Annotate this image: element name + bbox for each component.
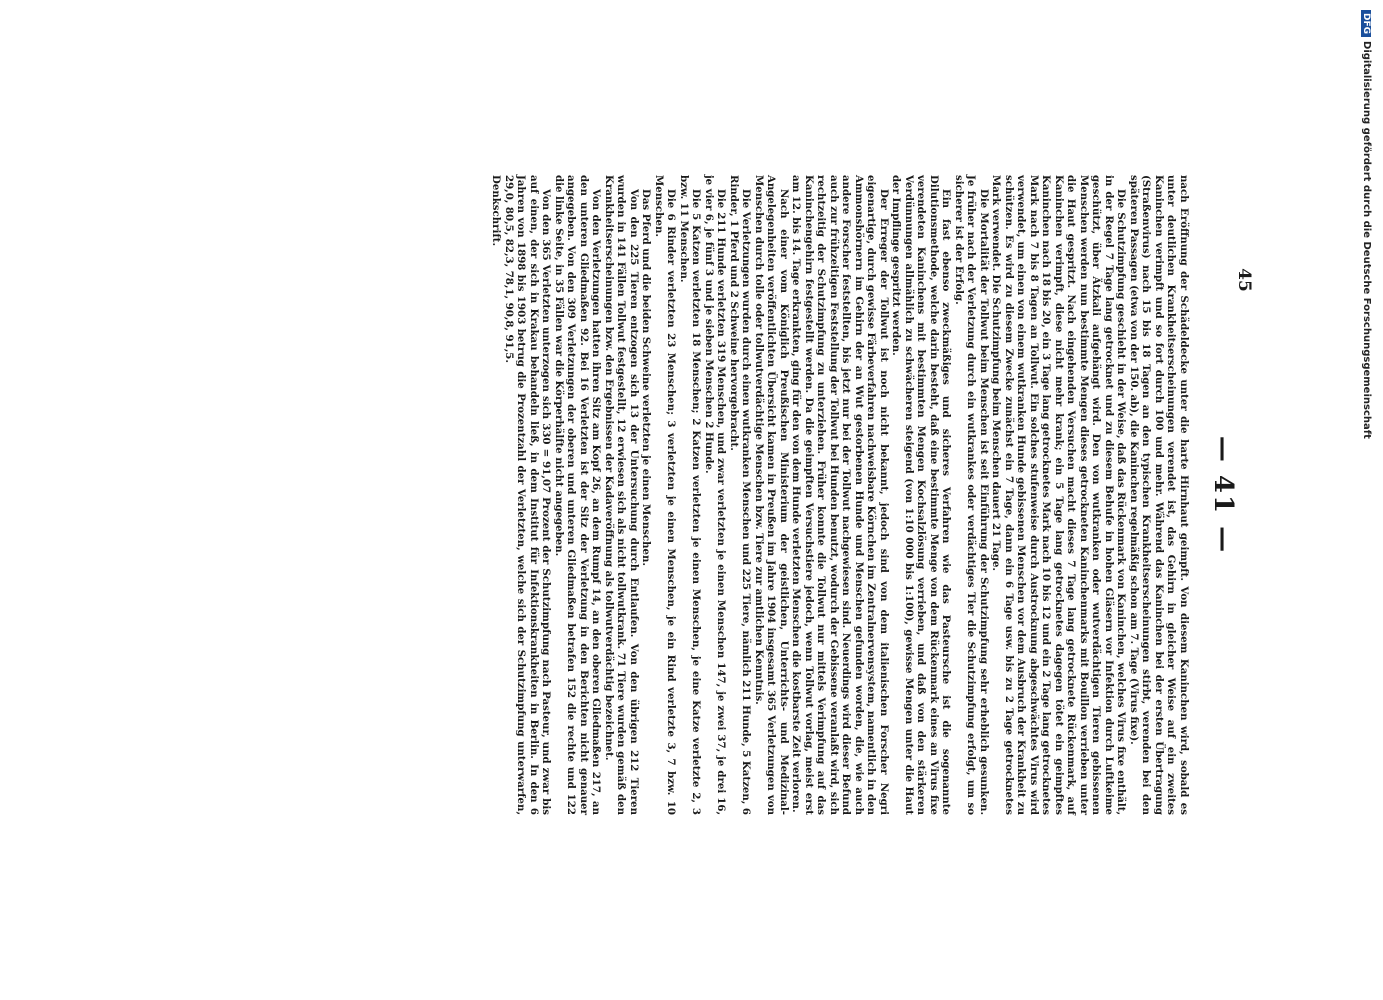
paragraph: Das Pferd und die beiden Schweine verletzten je einen Menschen. (640, 189, 653, 566)
paragraph: Die Schutzimpfung geschieht in der Weise, daß das Rückenmark von Kaninchen, welches Virus fixe enthält, in der Regel 7 Tage lang getrocknet und zu diesem Behufe in hohen Gläsern vor Infektion durch Luftkeime geschützt, über Ätzkali aufgehängt wird. Den von wutkranken oder wutverdächtigen Tieren gebissenen Menschen werden nun bestimmte Mengen dieses getrockneten Kaninchenmarks mit Bouillon verrieben unter die Haut gespritzt. Nach eingehenden Versuchen macht dieses 7 Tage lang getrocknete Rückenmark, auf Kaninchen verimpft, diese nicht mehr krank; ein 5 Tage lang getrocknetes dagegen tötet ein geimpftes Kaninchen nach 18 bis 20, ein 3 Tage lang getrocknetes Mark nach 10 bis 12 und ein 2 Tage lang getrocknetes Mark nach 7 bis 8 Tagen an Tollwut. Ein solches stufenweise durch Austrocknung abgeschwächtes Virus wird verwendet, um einen von einem wutkranken Hunde gebissenen Menschen vor dem Ausbruch der Krankheit zu schützen. Es wird zu diesem Zwecke zunächst ein 7 Tage, dann ein 6 Tage usw. bis zu 2 Tage getrocknetes Mark verwendet. Die Schutzimpfung beim Menschen dauert 21 Tage. (990, 175, 1128, 815)
paragraph: Der Erreger der Tollwut ist noch nicht bekannt, jedoch sind von dem italienischen Forscher Negri eigenartige, durch gewisse Färbeverfahren nachweisbare Körnchen im Zentralnervensystem, namentlich in den Ammonshörnern im Gehirn der an Wut gestorbenen Hunde und Menschen gefunden worden, die, wie auch andere Forscher feststellten, bis jetzt nur bei der Tollwut nachgewiesen sind. Neuerdings wird dieser Befund auch zur frühzeitigen Feststellung der Tollwut bei Hunden benutzt, wodurch der Gebissene veranlaßt wird, sich rechtzeitig der Schutzimpfung zu unterziehen. Früher konnte die Tollwut nur mittels Verimpfung auf das Kaninchengehirn festgestellt werden. Da die geimpften Versuchstiere jedoch, wenn Tollwut vorlag, meist erst am 12. bis 14. Tage erkrankten, ging für den von dem Hunde verletzten Menschen die kostbarste Zeit verloren. (790, 175, 890, 815)
paragraph: Die 5 Katzen verletzten 18 Menschen; 2 Katzen verletzten je einen Menschen, je eine Katze verletzte 2, 3 bzw. 11 Menschen. (678, 175, 703, 815)
signature-footer: Denkschrift. (490, 175, 503, 246)
paragraph: Nach einer vom Königlich Preußischen Ministerium der geistlichen, Unterrichts- und Medizinal-Angelegenheiten veröffentlichten Übersicht kamen in Preußen im Jahre 1904 insgesamt 365 Verletzungen von Menschen durch tolle oder tollwutverdächtige Menschen bzw. Tiere zur amtlichen Kenntnis. (753, 175, 790, 815)
paragraph: Die 6 Rinder verletzten 23 Menschen; 3 verletzten je einen Menschen, je ein Rind verletzte 3, 7 bzw. 10 Menschen. (653, 175, 678, 815)
rotated-page (160, 175, 1240, 815)
dfg-logo-icon: DFG (1361, 10, 1371, 37)
paragraph: Von den 365 Verletzten unterzogen sich 330 = 91,07 Prozent der Schutzimpfung nach Pasteur, und zwar bis auf einen, der sich in Krakau behandeln ließ, in dem Institut für Infektionskrankheiten in Berlin. In den 6 Jahren von 1898 bis 1903 betrug die Prozentzahl der Verletzten, welche sich der Schutzimpfung unterwarfen, 29,0, 80,5, 82,3, 78,1, 90,8, 91,5. (503, 175, 553, 815)
page-body (150, 175, 1190, 815)
page-header: — 41 — (1208, 435, 1238, 555)
page-number: 45 (1233, 268, 1254, 292)
paragraph: Die Mortalität der Tollwut beim Menschen ist seit Einführung der Schutzimpfung sehr erheblich gesunken. Je früher nach der Verletzung durch ein wutkrankes oder verdächtiges Tier die Schutzimpfung erfolgt, um so sicherer ist der Erfolg. (953, 175, 990, 815)
digitization-credit (1358, 10, 1372, 1000)
paragraph: Die 211 Hunde verletzten 319 Menschen, und zwar verletzten je einen Menschen 147, je zwei 37, je drei 16, je vier 6, je fünf 3 und je sieben Menschen 2 Hunde. (703, 175, 728, 815)
paragraph: nach Eröffnung der Schädeldecke unter die harte Hirnhaut geimpft. Von diesem Kaninchen wird, sobald es unter deutlichen Krankheitserscheinungen verendet ist, das Gehirn in gleicher Weise auf ein zweites Kaninchen verimpft und so fort durch 100 und mehr. Während das Kaninchen bei der ersten Übertragung (Straßenvirus) nach 15 bis 18 Tagen an den typischen Krankheitserscheinungen stirbt, verenden bei den späteren Passagen (etwa von der 150. ab), die Kaninchen regelmäßig schon am 7. Tage (Virus fixe). (1128, 175, 1190, 815)
paragraph: Von den Verletzungen hatten ihren Sitz am Kopf 26, an dem Rumpf 14, an den oberen Gliedmaßen 217, an den unteren Gliedmaßen 92. Bei 16 Verletzten ist der Sitz der Verletzung in den Berichten nicht genauer angegeben. Von den 309 Verletzungen der oberen und unteren Gliedmaßen betrafen 152 die rechte und 122 die linke Seite, in 35 Fällen war die Körperhälfte nicht angegeben. (553, 175, 603, 815)
credit-text: Digitalisierung gefördert durch die Deutsche Forschungsgemeinschaft (1361, 41, 1372, 439)
paragraph: Ein fast ebenso zweckmäßiges und sicheres Verfahren wie das Pasteursche ist die sogenannte Dilutionsmethode, welche darin besteht, daß eine bestimmte Menge von dem Rückenmark eines an Virus fixe verendeten Kaninchens mit bestimmten Mengen Kochsalzlösung verrieben, und daß von den stärkeren Verdünnungen allmählich zu schwächeren steigend (von 1:10 000 bis 1:100), gewisse Mengen unter die Haut der Impflinge gespritzt werden. (890, 175, 953, 815)
paragraph: Von den 225 Tieren entzogen sich 13 der Untersuchung durch Entlaufen. Von den übrigen 212 Tieren wurden in 141 Fällen Tollwut festgestellt, 12 erwiesen sich als nicht tollwutkrank. 71 Tiere wurden gemäß den Krankheitserscheinungen bzw. den Ergebnissen der Kadaveröffnung als tollwutverdächtig bezeichnet. (603, 175, 640, 815)
paragraph: Die Verletzungen wurden durch einen wutkranken Menschen und 225 Tiere, nämlich 211 Hunde, 5 Katzen, 6 Rinder, 1 Pferd und 2 Schweine hervorgebracht. (728, 175, 753, 815)
